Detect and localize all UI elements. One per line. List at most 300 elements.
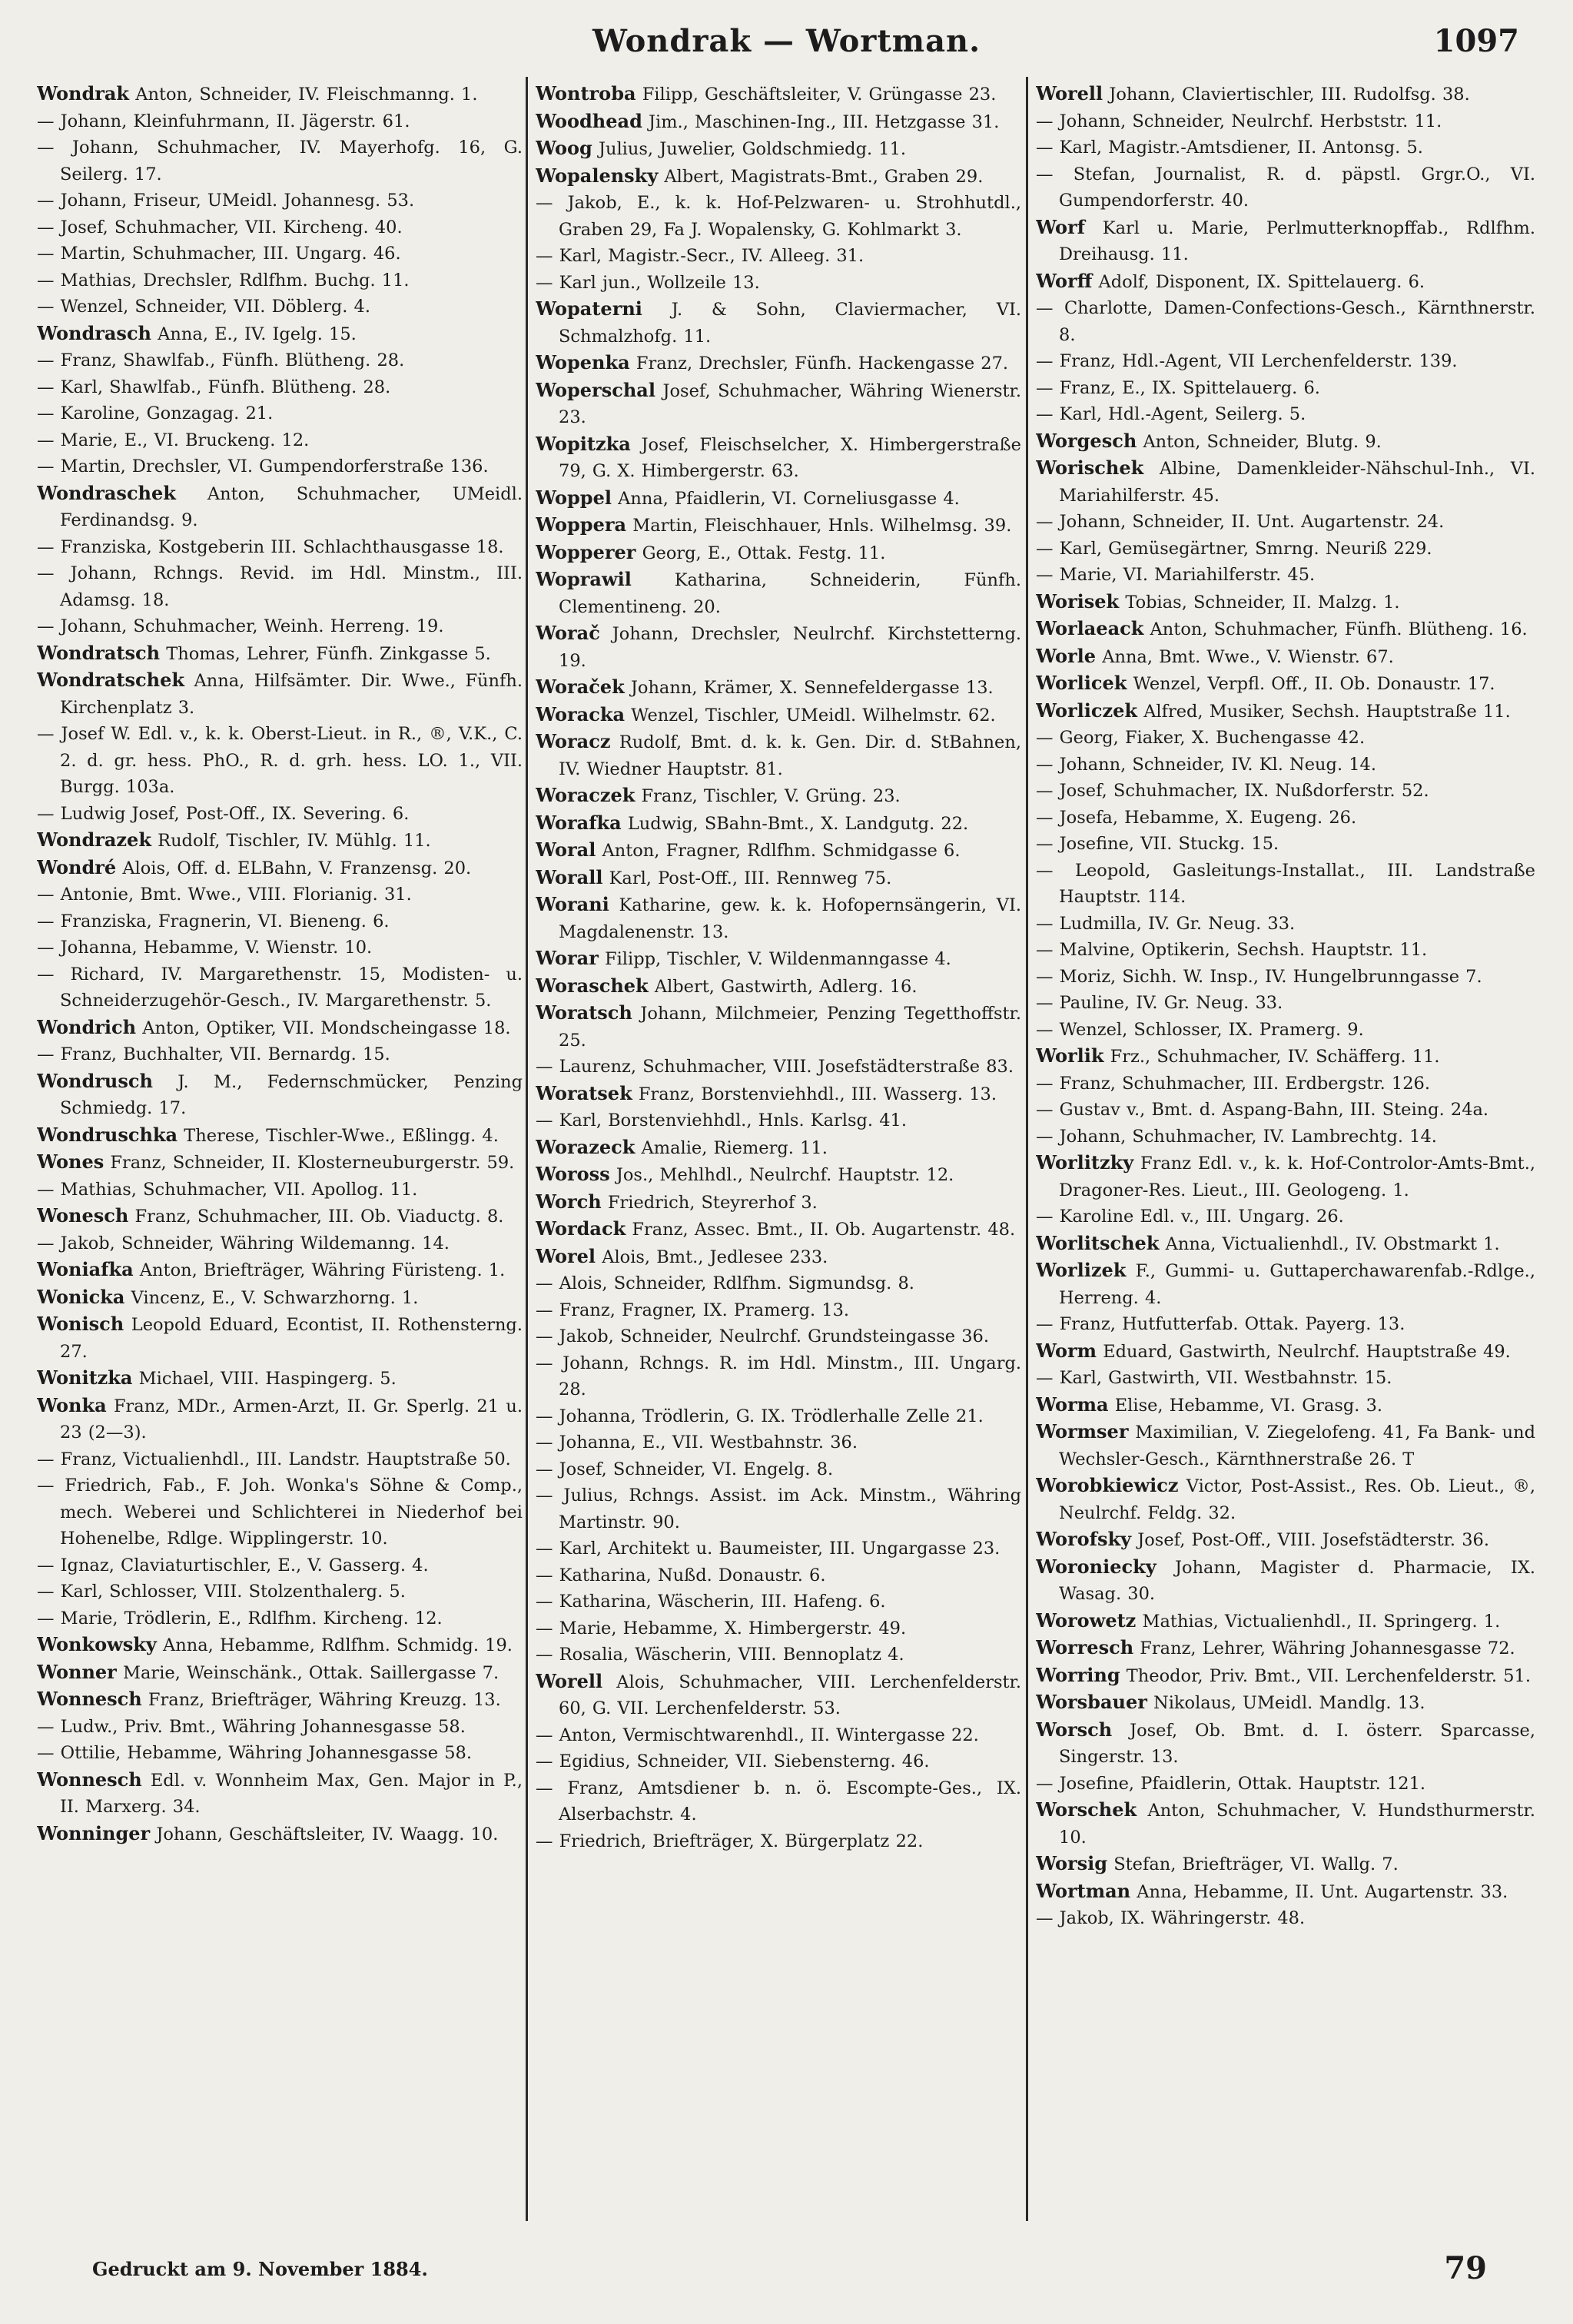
entry-details: — Johanna, Hebamme, V. Wienstr. 10. bbox=[37, 938, 373, 958]
entry-surname: Worazeck bbox=[536, 1135, 636, 1158]
entry-details: — Johann, Schuhmacher, Weinh. Herreng. 19. bbox=[37, 616, 444, 636]
directory-entry bbox=[536, 163, 1021, 191]
directory-entry bbox=[37, 1579, 523, 1605]
entry-surname: Woprawil bbox=[536, 568, 632, 590]
entry-details: Maximilian, V. Ziegelofeng. 41, Fa Bank- und Wechsler-Gesch., Kärnthnerstraße 26. T bbox=[1059, 1423, 1535, 1469]
entry-surname: Worm bbox=[1036, 1339, 1097, 1362]
entry-details: — Karl jun., Wollzeile 13. bbox=[536, 272, 760, 293]
directory-entry bbox=[1036, 1608, 1535, 1635]
directory-entry bbox=[536, 1000, 1021, 1054]
directory-entry bbox=[1036, 643, 1535, 671]
entry-details: — Johann, Kleinfuhrmann, II. Jägerstr. 61. bbox=[37, 111, 410, 131]
directory-entry bbox=[536, 1297, 1021, 1324]
entry-details: — Richard, IV. Margarethenstr. 15, Modisten- u. Schneiderzugehör-Gesch., IV. Margarethenstr. 5. bbox=[37, 964, 523, 1011]
entry-surname: Woniafka bbox=[37, 1258, 134, 1280]
directory-entry bbox=[536, 1536, 1021, 1562]
entry-details: Josef, Fleischselcher, X. Himbergerstraße 79, G. X. Himbergerstr. 63. bbox=[559, 434, 1021, 481]
entry-details: Johann, Magister d. Pharmacie, IX. Wasag. 30. bbox=[1059, 1557, 1535, 1604]
directory-entry bbox=[1036, 1554, 1535, 1608]
entry-details: Theodor, Priv. Bmt., VII. Lerchenfelderstr. 51. bbox=[1126, 1665, 1532, 1686]
entry-surname: Worlicek bbox=[1036, 672, 1127, 694]
page-number: 1097 bbox=[1433, 23, 1519, 59]
directory-entry bbox=[536, 1775, 1021, 1828]
entry-details: — Franz, Fragner, IX. Pramerg. 13. bbox=[536, 1300, 850, 1320]
entry-surname: Wondrich bbox=[37, 1015, 137, 1038]
entry-details: Anton, Schuhmacher, Fünfh. Blütheng. 16. bbox=[1150, 619, 1528, 639]
page-footer bbox=[0, 2250, 1573, 2296]
directory-entry bbox=[1036, 670, 1535, 698]
entry-surname: Worowetz bbox=[1036, 1609, 1137, 1632]
entry-details: — Johanna, E., VII. Westbahnstr. 36. bbox=[536, 1433, 858, 1452]
entry-surname: Wondrazek bbox=[37, 828, 151, 851]
entry-surname: Wopenka bbox=[536, 351, 630, 374]
directory-entry bbox=[37, 188, 523, 214]
directory-entry bbox=[536, 512, 1021, 540]
entry-details: — Wenzel, Schlosser, IX. Pramerg. 9. bbox=[1036, 1019, 1364, 1040]
entry-details: — Pauline, IV. Gr. Neug. 33. bbox=[1036, 993, 1283, 1013]
directory-entry bbox=[536, 837, 1021, 865]
entry-details: Edl. v. Wonnheim Max, Gen. Major in P., II. Marxerg. 34. bbox=[60, 1770, 523, 1817]
directory-entry bbox=[37, 1393, 523, 1446]
directory-entry bbox=[37, 640, 523, 668]
directory-entry bbox=[536, 1456, 1021, 1483]
entry-details: Johann, Krämer, X. Sennefeldergasse 13. bbox=[630, 678, 994, 698]
directory-entry bbox=[1036, 1771, 1535, 1798]
directory-entry bbox=[37, 1203, 523, 1230]
directory-entry bbox=[37, 667, 523, 721]
directory-entry bbox=[1036, 1717, 1535, 1771]
entry-details: Franz, Borstenviehhdl., III. Wasserg. 13. bbox=[638, 1084, 997, 1104]
directory-entry bbox=[536, 296, 1021, 350]
column-2 bbox=[536, 81, 1021, 2229]
entry-surname: Worff bbox=[1036, 269, 1093, 292]
directory-entry bbox=[1036, 1878, 1535, 1906]
entry-details: Albert, Gastwirth, Adlerg. 16. bbox=[654, 976, 918, 997]
entry-details: Albine, Damenkleider-Nähschul-Inh., VI. Mariahilferstr. 45. bbox=[1059, 459, 1535, 506]
directory-entry bbox=[37, 801, 523, 828]
directory-entry bbox=[1036, 134, 1535, 161]
entry-details: — Leopold, Gasleitungs-Installat., III. Landstraße Hauptstr. 114. bbox=[1036, 860, 1535, 907]
entry-details: — Franz, Shawlfab., Fünfh. Blütheng. 28. bbox=[37, 350, 405, 370]
directory-entry bbox=[37, 721, 523, 801]
directory-entry bbox=[37, 480, 523, 534]
directory-entry bbox=[1036, 1526, 1535, 1554]
entry-details: — Karoline Edl. v., III. Ungarg. 26. bbox=[1036, 1207, 1344, 1227]
entry-details: — Mathias, Drechsler, Rdlfhm. Buchg. 11. bbox=[37, 270, 410, 290]
entry-details: Anna, Hebamme, II. Unt. Augartenstr. 33. bbox=[1137, 1881, 1508, 1902]
entry-details: Anna, Hilfsämter. Dir. Wwe., Fünfh. Kirchenplatz 3. bbox=[60, 671, 523, 718]
entry-surname: Woracz bbox=[536, 730, 611, 752]
directory-entry bbox=[536, 270, 1021, 297]
entry-surname: Worle bbox=[1036, 644, 1097, 667]
directory-entry bbox=[1036, 725, 1535, 752]
entry-details: — Antonie, Bmt. Wwe., VIII. Florianig. 31. bbox=[37, 885, 412, 905]
entry-surname: Woog bbox=[536, 137, 592, 159]
directory-entry bbox=[37, 1068, 523, 1122]
directory-entry bbox=[536, 1429, 1021, 1456]
directory-entry bbox=[536, 810, 1021, 838]
entry-details: Franz, Schuhmacher, III. Ob. Viaductg. 8. bbox=[134, 1207, 504, 1227]
entry-surname: Worischek bbox=[1036, 456, 1144, 479]
entry-details: — Franziska, Fragnerin, VI. Bieneng. 6. bbox=[37, 911, 390, 931]
entry-details: — Karl, Magistr.-Amtsdiener, II. Antonsg. 5. bbox=[1036, 138, 1423, 158]
entry-details: Jos., Mehlhdl., Neulrchf. Hauptstr. 12. bbox=[616, 1165, 954, 1185]
directory-entry bbox=[37, 320, 523, 348]
entry-details: Franz Edl. v., k. k. Hof-Controlor-Amts-Bmt., Dragoner-Res. Lieut., III. Geologeng. 1. bbox=[1059, 1154, 1535, 1200]
directory-entry bbox=[37, 400, 523, 427]
entry-surname: Wopalensky bbox=[536, 164, 659, 187]
directory-entry bbox=[536, 1722, 1021, 1749]
entry-details: — Friedrich, Fab., F. Joh. Wonka's Söhne & Comp., mech. Weberei und Schlichterei in Niederhof bei Hohenelbe, Rdlge. Wipplingerstr. 10. bbox=[37, 1476, 523, 1549]
directory-entry bbox=[37, 1821, 523, 1848]
directory-entry bbox=[1036, 1230, 1535, 1258]
entry-details: Eduard, Gastwirth, Neulrchf. Hauptstraße 49. bbox=[1103, 1341, 1511, 1362]
entry-details: Julius, Juwelier, Goldschmiedg. 11. bbox=[598, 139, 907, 159]
directory-entry bbox=[536, 377, 1021, 431]
directory-entry bbox=[1036, 295, 1535, 348]
entry-surname: Woral bbox=[536, 838, 596, 861]
entry-details: Josef, Post-Off., VIII. Josefstädterstr. 36. bbox=[1137, 1530, 1489, 1550]
entry-details: Katharina, Schneiderin, Fünfh. Clementineng. 20. bbox=[559, 570, 1021, 617]
entry-details: Rudolf, Bmt. d. k. k. Gen. Dir. d. StBahnen, IV. Wiedner Hauptstr. 81. bbox=[559, 732, 1021, 779]
entry-details: Anna, Bmt. Wwe., V. Wienstr. 67. bbox=[1102, 646, 1394, 667]
entry-surname: Worofsky bbox=[1036, 1528, 1132, 1550]
entry-details: Frz., Schuhmacher, IV. Schäfferg. 11. bbox=[1110, 1047, 1440, 1067]
directory-entry bbox=[37, 1605, 523, 1632]
entry-details: — Josef, Schneider, VI. Engelg. 8. bbox=[536, 1459, 834, 1479]
directory-entry bbox=[1036, 778, 1535, 805]
entry-surname: Wondratschek bbox=[37, 669, 184, 691]
directory-entry bbox=[1036, 214, 1535, 268]
directory-entry bbox=[37, 560, 523, 613]
entry-surname: Worliczek bbox=[1036, 699, 1138, 722]
entry-details: — Ludw., Priv. Bmt., Währing Johannesgasse 58. bbox=[37, 1716, 466, 1737]
entry-details: — Karl, Borstenviehhdl., Hnls. Karlsg. 41. bbox=[536, 1111, 907, 1130]
directory-entry bbox=[536, 891, 1021, 945]
directory-entry bbox=[1036, 990, 1535, 1017]
directory-entry bbox=[536, 1589, 1021, 1615]
entry-details: Stefan, Briefträger, VI. Wallg. 7. bbox=[1113, 1854, 1399, 1874]
entry-details: — Karl, Hdl.-Agent, Seilerg. 5. bbox=[1036, 404, 1306, 424]
entry-details: — Ignaz, Claviaturtischler, E., V. Gasserg. 4. bbox=[37, 1555, 429, 1575]
entry-details: — Karl, Shawlfab., Fünfh. Blütheng. 28. bbox=[37, 377, 391, 397]
entry-details: — Franz, Hdl.-Agent, VII Lerchenfelderstr. 139. bbox=[1036, 351, 1458, 371]
entry-details: — Charlotte, Damen-Confections-Gesch., Kärnthnerstr. 8. bbox=[1036, 298, 1535, 345]
entry-details: Wenzel, Verpfl. Off., II. Ob. Donaustr. 17. bbox=[1133, 674, 1495, 694]
entry-surname: Woperschal bbox=[536, 378, 655, 401]
entry-surname: Wordack bbox=[536, 1217, 626, 1240]
directory-entry bbox=[37, 613, 523, 640]
entry-surname: Wonnesch bbox=[37, 1768, 142, 1791]
entry-details: — Mathias, Schuhmacher, VII. Apollog. 11. bbox=[37, 1179, 418, 1200]
entry-surname: Wortman bbox=[1036, 1879, 1131, 1902]
entry-details: — Johann, Schneider, Neulrchf. Herbststr. 11. bbox=[1036, 111, 1442, 131]
entry-surname: Worall bbox=[536, 865, 603, 888]
directory-entry bbox=[536, 729, 1021, 782]
entry-surname: Worafka bbox=[536, 811, 622, 834]
entry-details: — Alois, Schneider, Rdlfhm. Sigmundsg. 8. bbox=[536, 1273, 914, 1293]
entry-details: Adolf, Disponent, IX. Spittelauerg. 6. bbox=[1098, 271, 1425, 292]
entry-surname: Wopaterni bbox=[536, 297, 642, 320]
entry-details: Anna, Hebamme, Rdlfhm. Schmidg. 19. bbox=[163, 1635, 513, 1655]
entry-surname: Worgesch bbox=[1036, 429, 1137, 452]
directory-entry bbox=[536, 702, 1021, 729]
entry-details: Friedrich, Steyrerhof 3. bbox=[607, 1192, 818, 1213]
directory-entry bbox=[1036, 805, 1535, 832]
entry-surname: Wonka bbox=[37, 1393, 107, 1416]
entry-surname: Wondrusch bbox=[37, 1069, 153, 1092]
directory-entry bbox=[536, 243, 1021, 270]
directory-entry bbox=[1036, 937, 1535, 964]
entry-surname: Worlitzky bbox=[1036, 1151, 1134, 1174]
entry-details: — Johann, Rchngs. Revid. im Hdl. Minstm., III. Adamsg. 18. bbox=[37, 563, 523, 610]
entry-details: Thomas, Lehrer, Fünfh. Zinkgasse 5. bbox=[166, 643, 491, 664]
directory-entry bbox=[37, 134, 523, 188]
entry-details: Nikolaus, UMeidl. Mandlg. 13. bbox=[1153, 1693, 1425, 1713]
directory-entry bbox=[1036, 375, 1535, 402]
entry-details: — Josefine, VII. Stuckg. 15. bbox=[1036, 834, 1279, 854]
entry-details: — Anton, Vermischtwarenhdl., II. Wintergasse 22. bbox=[536, 1725, 979, 1745]
directory-entry bbox=[37, 1659, 523, 1687]
entry-details: Therese, Tischler-Wwe., Eßlingg. 4. bbox=[184, 1125, 499, 1146]
entry-details: — Gustav v., Bmt. d. Aspang-Bahn, III. Steing. 24a. bbox=[1036, 1100, 1489, 1120]
directory-entry bbox=[536, 135, 1021, 163]
directory-entry bbox=[1036, 1472, 1535, 1526]
entry-surname: Woppera bbox=[536, 513, 627, 536]
entry-details: — Wenzel, Schneider, VII. Döblerg. 4. bbox=[37, 297, 370, 317]
entry-surname: Worlitschek bbox=[1036, 1231, 1160, 1254]
directory-entry bbox=[1036, 1338, 1535, 1366]
directory-entry bbox=[536, 1134, 1021, 1162]
entry-details: — Karl, Schlosser, VIII. Stolzenthalerg. 5. bbox=[37, 1582, 406, 1602]
entry-details: Rudolf, Tischler, IV. Mühlg. 11. bbox=[158, 831, 431, 851]
directory-entry bbox=[536, 1270, 1021, 1297]
entry-details: — Franz, Victualienhdl., III. Landstr. Hauptstraße 50. bbox=[37, 1449, 511, 1469]
entry-details: — Katharina, Wäscherin, III. Hafeng. 6. bbox=[536, 1592, 886, 1612]
entry-details: Marie, Weinschänk., Ottak. Saillergasse 7. bbox=[122, 1662, 499, 1683]
entry-details: Amalie, Riemerg. 11. bbox=[641, 1137, 828, 1158]
directory-entry bbox=[536, 1243, 1021, 1271]
directory-entry bbox=[536, 1350, 1021, 1403]
directory-entry bbox=[1036, 1017, 1535, 1044]
entry-details: Josef, Schuhmacher, Währing Wienerstr. 23. bbox=[559, 380, 1021, 427]
entry-surname: Worring bbox=[1036, 1663, 1120, 1686]
directory-entry bbox=[1036, 562, 1535, 589]
directory-entry bbox=[1036, 108, 1535, 135]
entry-details: Franz, Lehrer, Währing Johannesgasse 72. bbox=[1140, 1638, 1515, 1658]
entry-details: — Moriz, Sichh. W. Insp., IV. Hungelbrunngasse 7. bbox=[1036, 966, 1482, 987]
entry-surname: Worar bbox=[536, 947, 599, 969]
entry-details: Franz, Assec. Bmt., II. Ob. Augartenstr. 48. bbox=[632, 1220, 1016, 1240]
entry-details: — Karl, Gastwirth, VII. Westbahnstr. 15. bbox=[1036, 1368, 1392, 1388]
entry-details: Franz, Schneider, II. Klosterneuburgerstr. 59. bbox=[110, 1153, 515, 1173]
directory-entry bbox=[1036, 81, 1535, 108]
entry-details: Jim., Maschinen-Ing., III. Hetzgasse 31. bbox=[649, 111, 1000, 132]
directory-entry bbox=[536, 350, 1021, 377]
entry-details: — Franz, Schuhmacher, III. Erdbergstr. 126. bbox=[1036, 1073, 1431, 1094]
directory-entry bbox=[1036, 698, 1535, 725]
entry-surname: Worlizek bbox=[1036, 1259, 1127, 1281]
directory-entry bbox=[1036, 161, 1535, 214]
entry-details: Georg, E., Ottak. Festg. 11. bbox=[642, 543, 886, 563]
directory-entry bbox=[37, 241, 523, 267]
entry-surname: Woratsek bbox=[536, 1081, 632, 1104]
directory-entry bbox=[1036, 1419, 1535, 1472]
entry-details: Anna, Pfaidlerin, VI. Corneliusgasse 4. bbox=[618, 488, 960, 509]
entry-details: — Laurenz, Schuhmacher, VIII. Josefstädterstraße 83. bbox=[536, 1057, 1014, 1077]
entry-details: Franz, Briefträger, Währing Kreuzg. 13. bbox=[148, 1690, 501, 1710]
entry-details: — Johann, Friseur, UMeidl. Johannesg. 53. bbox=[37, 191, 415, 211]
entry-details: — Rosalia, Wäscherin, VIII. Bennoplatz 4. bbox=[536, 1645, 904, 1665]
entry-details: Anna, E., IV. Igelg. 15. bbox=[158, 324, 357, 344]
entry-details: Franz, Drechsler, Fünfh. Hackengasse 27. bbox=[636, 354, 1009, 374]
entry-surname: Woroniecky bbox=[1036, 1555, 1157, 1578]
print-date: Gedruckt am 9. November 1884. bbox=[92, 2258, 428, 2280]
directory-entry bbox=[1036, 1689, 1535, 1717]
directory-entry bbox=[1036, 455, 1535, 509]
directory-entry bbox=[37, 1257, 523, 1284]
entry-details: — Karl, Magistr.-Secr., IV. Alleeg. 31. bbox=[536, 246, 864, 266]
entry-surname: Wonitzka bbox=[37, 1366, 133, 1389]
directory-entry bbox=[1036, 831, 1535, 858]
directory-entry bbox=[37, 1632, 523, 1659]
running-head: Wondrak — Wortman. bbox=[592, 23, 981, 59]
directory-entry bbox=[536, 431, 1021, 485]
entry-surname: Wonisch bbox=[37, 1313, 124, 1335]
directory-entry bbox=[1036, 911, 1535, 938]
entry-surname: Wondruschka bbox=[37, 1123, 178, 1146]
directory-entry bbox=[1036, 509, 1535, 536]
directory-entry bbox=[37, 1740, 523, 1767]
directory-entry bbox=[536, 1615, 1021, 1642]
entry-details: Anna, Victualienhdl., IV. Obstmarkt 1. bbox=[1165, 1233, 1500, 1254]
directory-entry bbox=[37, 427, 523, 454]
directory-entry bbox=[37, 1714, 523, 1741]
directory-entry bbox=[1036, 1905, 1535, 1932]
directory-entry bbox=[37, 1365, 523, 1393]
entry-details: — Ludwig Josef, Post-Off., IX. Severing. 6. bbox=[37, 803, 410, 824]
directory-entry bbox=[37, 1686, 523, 1714]
directory-entry bbox=[536, 620, 1021, 674]
entry-surname: Woraschek bbox=[536, 974, 649, 997]
entry-surname: Worani bbox=[536, 893, 609, 915]
directory-entry bbox=[1036, 964, 1535, 991]
entry-surname: Worel bbox=[536, 1244, 596, 1267]
entry-details: — Josef, Schuhmacher, VII. Kircheng. 40. bbox=[37, 217, 403, 237]
directory-entry bbox=[536, 1562, 1021, 1589]
entry-details: Wenzel, Tischler, UMeidl. Wilhelmstr. 62. bbox=[631, 705, 996, 725]
directory-entry bbox=[1036, 1311, 1535, 1338]
entry-details: Michael, VIII. Haspingerg. 5. bbox=[138, 1369, 397, 1389]
entry-surname: Woraczek bbox=[536, 784, 636, 806]
entry-details: Leopold Eduard, Econtist, II. Rothensterng. 27. bbox=[60, 1315, 523, 1362]
column-divider bbox=[1026, 77, 1028, 2221]
entry-surname: Worch bbox=[536, 1190, 602, 1213]
entry-details: — Jakob, Schneider, Währing Wildemanng. 14. bbox=[37, 1233, 450, 1253]
entry-surname: Wonkowsky bbox=[37, 1633, 157, 1655]
directory-entry bbox=[37, 908, 523, 935]
entry-surname: Wonicka bbox=[37, 1285, 125, 1308]
entry-surname: Wonner bbox=[37, 1660, 117, 1683]
entry-surname: Worell bbox=[536, 1669, 603, 1692]
entry-surname: Wondratsch bbox=[37, 641, 161, 664]
entry-details: Anton, Schuhmacher, UMeidl. Ferdinandsg. 9. bbox=[60, 483, 523, 530]
entry-details: — Egidius, Schneider, VII. Siebensterng. 46. bbox=[536, 1751, 930, 1771]
column-1 bbox=[37, 81, 523, 2229]
directory-entry bbox=[536, 782, 1021, 810]
directory-entry bbox=[536, 1642, 1021, 1668]
entry-details: — Franziska, Kostgeberin III. Schlachthausgasse 18. bbox=[37, 536, 504, 557]
directory-entry bbox=[1036, 1071, 1535, 1097]
directory-entry bbox=[536, 1107, 1021, 1134]
entry-surname: Woross bbox=[536, 1163, 610, 1185]
entry-details: — Franz, Buchhalter, VII. Bernardg. 15. bbox=[37, 1044, 390, 1064]
directory-entry bbox=[536, 973, 1021, 1001]
entry-details: Alfred, Musiker, Sechsh. Hauptstraße 11. bbox=[1143, 701, 1511, 722]
directory-entry bbox=[37, 961, 523, 1014]
directory-entry bbox=[1036, 1635, 1535, 1662]
entry-surname: Worisek bbox=[1036, 589, 1120, 613]
directory-entry bbox=[37, 1122, 523, 1150]
directory-entry bbox=[37, 453, 523, 480]
entry-details: Mathias, Victualienhdl., II. Springerg. 1. bbox=[1142, 1611, 1501, 1632]
directory-entry bbox=[37, 534, 523, 561]
entry-details: Karl u. Marie, Perlmutterknopffab., Rdlfhm. Dreihausg. 11. bbox=[1059, 217, 1535, 264]
entry-surname: Wonesch bbox=[37, 1204, 129, 1227]
entry-surname: Wormser bbox=[1036, 1420, 1129, 1443]
directory-entry bbox=[536, 190, 1021, 243]
entry-surname: Worsig bbox=[1036, 1852, 1108, 1874]
entry-surname: Worf bbox=[1036, 215, 1085, 238]
entry-details: Katharine, gew. k. k. Hofopernsängerin, VI. Magdalenenstr. 13. bbox=[559, 895, 1021, 942]
directory-entry bbox=[1036, 1257, 1535, 1311]
entry-details: — Malvine, Optikerin, Sechsh. Hauptstr. 11. bbox=[1036, 940, 1428, 960]
column-3 bbox=[1036, 81, 1535, 2229]
directory-entry bbox=[37, 1472, 523, 1552]
entry-surname: Wondré bbox=[37, 855, 117, 878]
entry-surname: Worschek bbox=[1036, 1798, 1137, 1821]
entry-details: — Georg, Fiaker, X. Buchengasse 42. bbox=[1036, 728, 1366, 748]
directory-entry bbox=[37, 294, 523, 320]
entry-details: — Johann, Schneider, II. Unt. Augartenstr. 24. bbox=[1036, 512, 1445, 532]
entry-surname: Wonnesch bbox=[37, 1688, 142, 1710]
entry-surname: Worsch bbox=[1036, 1718, 1113, 1741]
entry-surname: Wonninger bbox=[37, 1821, 151, 1844]
entry-surname: Wones bbox=[37, 1150, 105, 1173]
entry-details: Albert, Magistrats-Bmt., Graben 29. bbox=[664, 166, 984, 187]
entry-details: Johann, Geschäftsleiter, IV. Waagg. 10. bbox=[156, 1824, 499, 1844]
directory-entry bbox=[536, 566, 1021, 620]
directory-entry bbox=[536, 674, 1021, 702]
entry-details: Tobias, Schneider, II. Malzg. 1. bbox=[1125, 592, 1400, 613]
entry-details: — Marie, Trödlerin, E., Rdlfhm. Kircheng. 12. bbox=[37, 1608, 443, 1628]
entry-details: — Stefan, Journalist, R. d. päpstl. Grgr.O., VI. Gumpendorferstr. 40. bbox=[1036, 164, 1535, 211]
directory-entry bbox=[536, 1668, 1021, 1722]
entry-details: Alois, Off. d. ELBahn, V. Franzensg. 20. bbox=[122, 858, 472, 878]
directory-entry bbox=[536, 1748, 1021, 1775]
entry-details: — Johann, Rchngs. R. im Hdl. Minstm., III. Ungarg. 28. bbox=[536, 1353, 1021, 1399]
directory-entry bbox=[37, 347, 523, 374]
directory-entry bbox=[37, 881, 523, 908]
entry-details: — Martin, Drechsler, VI. Gumpendorferstraße 136. bbox=[37, 456, 489, 476]
entry-details: Ludwig, SBahn-Bmt., X. Landgutg. 22. bbox=[627, 813, 969, 834]
entry-details: — Marie, Hebamme, X. Himbergerstr. 49. bbox=[536, 1618, 907, 1638]
entry-details: — Karl, Gemüsegärtner, Smrng. Neuriß 229. bbox=[1036, 538, 1432, 559]
directory-entry bbox=[1036, 1043, 1535, 1071]
directory-entry bbox=[1036, 1797, 1535, 1851]
entry-details: — Johann, Schuhmacher, IV. Mayerhofg. 16, G. Seilerg. 17. bbox=[37, 138, 523, 184]
entry-surname: Woppel bbox=[536, 486, 612, 509]
